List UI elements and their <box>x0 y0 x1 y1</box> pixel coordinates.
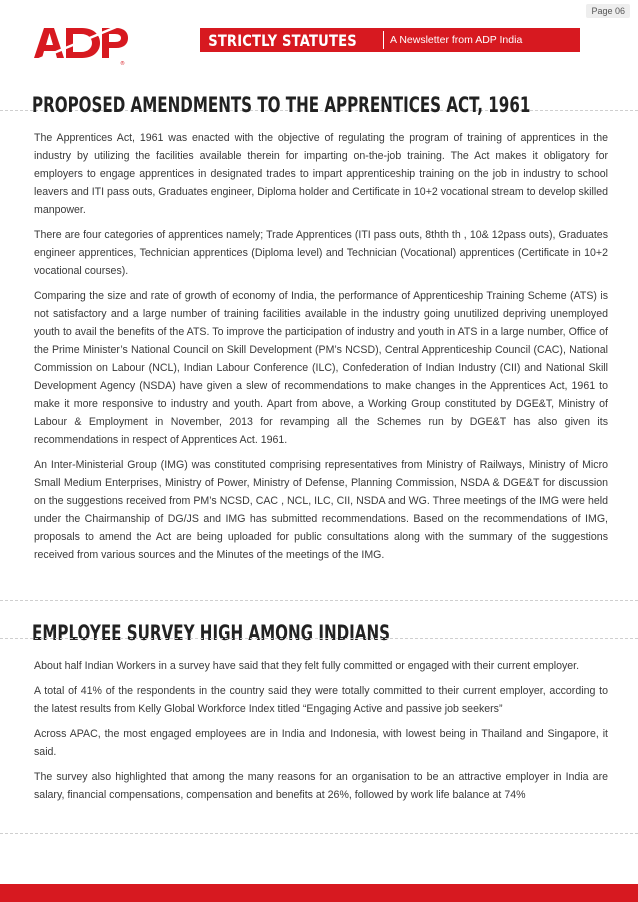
banner-subtitle: A Newsletter from ADP India <box>390 34 523 46</box>
article2-body <box>34 657 608 811</box>
adp-logo <box>30 18 130 66</box>
section-divider <box>0 638 638 639</box>
article2-paragraph: About half Indian Workers in a survey have said that they felt fully committed or engaged with their current employer. <box>34 660 580 672</box>
svg-text:®: ® <box>120 61 125 66</box>
article1-paragraph: The Apprentices Act, 1961 was enacted with the objective of regulating the program of training of apprentices in the industry by utilizing the facilities available therein for imparting on-the-job training. The Act makes it obligatory for employers to engage apprentices in designated trades to impart apprenticeship training on the job in industry to school leavers and ITI pass outs, Graduates engineer, Diploma holder and Certificate in 10+2 vocational stream to develop skilled manpower. <box>34 132 608 216</box>
newsletter-banner <box>200 28 580 52</box>
banner-title: STRICTLY STATUTES <box>208 30 357 50</box>
footer-bar <box>0 884 638 902</box>
page-number: Page 06 <box>586 4 630 18</box>
section-divider <box>0 600 638 601</box>
article2-title: EMPLOYEE SURVEY HIGH AMONG INDIANS <box>32 621 391 645</box>
article2-paragraph: Across APAC, the most engaged employees are in India and Indonesia, with lowest being in Thailand and Singapore, it said. <box>34 728 608 758</box>
article1-paragraph: An Inter-Ministerial Group (IMG) was constituted comprising representatives from Ministry of Railways, Ministry of Micro Small Medium Enterprises, Ministry of Power, Ministry of Defense, Planning Commission, NSDA & DGE&T for discussion on the suggestions received from PM’s NCSD, CAC , NCL, ILC, CII, NSDA and WG. Three meetings of the IMG were held under the Chairmanship of DG/JS and IMG has submitted recommendations. Based on the recommendations of IMG, proposals to amend the Act are being uploaded for public consultations along with the summary of the suggestions received from various sources and the Minutes of the meetings of the IMG. <box>34 459 608 561</box>
article1-title: PROPOSED AMENDMENTS TO THE APPRENTICES ACT, 1961 <box>32 93 531 117</box>
article2-paragraph: A total of 41% of the respondents in the country said they were totally committed to their current employer, according to the latest results from Kelly Global Workforce Index titled “Engaging Active and passive job seekers” <box>34 685 608 715</box>
banner-separator <box>383 31 384 49</box>
article2-paragraph: The survey also highlighted that among the many reasons for an organisation to be an attractive employer in India are salary, financial compensations, compensation and benefits at 26%, followed by work life balance at 74% <box>34 771 608 801</box>
article1-paragraph: There are four categories of apprentices namely; Trade Apprentices (ITI pass outs, 8thth th , 10& 12pass outs), Graduates engineer apprentices, Technician apprentices (Diploma level) and Technician (Vocational) apprentices (Certificate in 10+2 vocational courses). <box>34 229 608 277</box>
article1-paragraph: Comparing the size and rate of growth of economy of India, the performance of Apprenticeship Training Scheme (ATS) is not satisfactory and a large number of training facilities available in the industry going unutilized depriving unemployed youth to avail the benefits of the ATS. To improve the participation of industry and youth in ATS in a large number, Office of the Prime Minister’s National Council on Skill Development (PM’s NCSD), Central Apprenticeship Council (CAC), National Commission on Labour (NCL), Indian Labour Conference (ILC), Confederation of Indian Industry (CII) and National Skill Development Agency (NSDA) have given a slew of recommendations to make changes in the Apprentices Act, 1961 to make it more responsive to industry and youth. Apart from above, a Working Group constituted by DGE&T, Ministry of Labour & Employment in November, 2013 for revamping all the Schemes run by DGE&T has also given its recommendations in respect of Apprentices Act. 1961. <box>34 290 608 446</box>
article1-body <box>34 129 608 571</box>
section-divider <box>0 833 638 834</box>
